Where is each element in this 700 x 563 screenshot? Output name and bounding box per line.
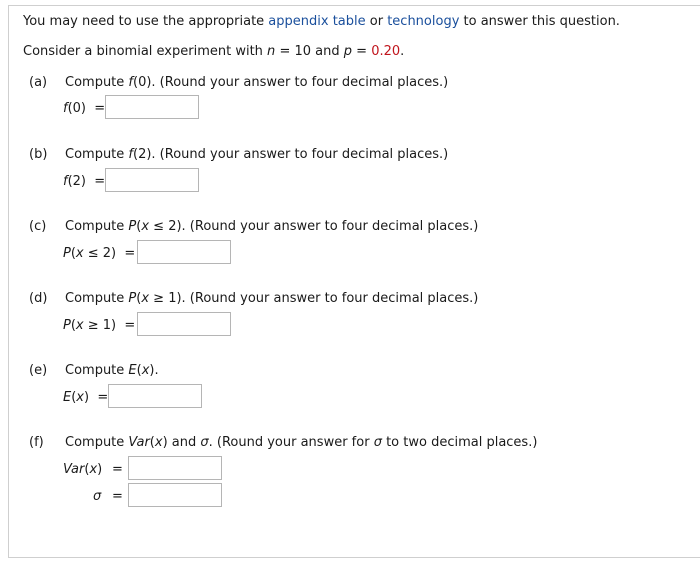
part-b-answer-input[interactable] (105, 168, 199, 192)
part-f-variance-input[interactable] (128, 456, 222, 480)
part-f-prompt: (f) Compute Var(x) and σ. (Round your answer for σ to two decimal places.) (29, 435, 538, 450)
part-e-prompt: (e) Compute E(x). (29, 363, 159, 378)
part-d-answer-input[interactable] (137, 312, 231, 336)
part-a-prompt: (a) Compute f(0). (Round your answer to four decimal places.) (29, 75, 449, 90)
part-b-prompt: (b) Compute f(2). (Round your answer to four decimal places.) (29, 147, 449, 162)
part-f-var-eq: = (112, 462, 123, 477)
part-f-sigma-expr: σ (93, 489, 102, 504)
technology-link[interactable]: technology (387, 14, 460, 29)
appendix-table-link[interactable]: appendix table (268, 14, 366, 29)
part-f-var-expr: Var(x) (63, 462, 103, 477)
part-e-answer-input[interactable] (108, 384, 202, 408)
part-a-expr: f(0) = (63, 101, 106, 116)
part-d-prompt: (d) Compute P(x ≥ 1). (Round your answer to four decimal places.) (29, 291, 479, 306)
intro-line: You may need to use the appropriate appendix table or technology to answer this question. (23, 14, 620, 29)
part-c-expr: P(x ≤ 2) = (63, 246, 136, 261)
part-e-expr: E(x) = (63, 390, 109, 405)
part-f-sigma-eq: = (112, 489, 123, 504)
part-f-sigma-input[interactable] (128, 483, 222, 507)
part-b-expr: f(2) = (63, 174, 106, 189)
setup-line: Consider a binomial experiment with n = 10 and p = 0.20. (23, 44, 405, 59)
part-d-expr: P(x ≥ 1) = (63, 318, 136, 333)
part-a-answer-input[interactable] (105, 95, 199, 119)
p-value: 0.20 (371, 44, 401, 59)
part-c-prompt: (c) Compute P(x ≤ 2). (Round your answer to four decimal places.) (29, 219, 479, 234)
part-c-answer-input[interactable] (137, 240, 231, 264)
